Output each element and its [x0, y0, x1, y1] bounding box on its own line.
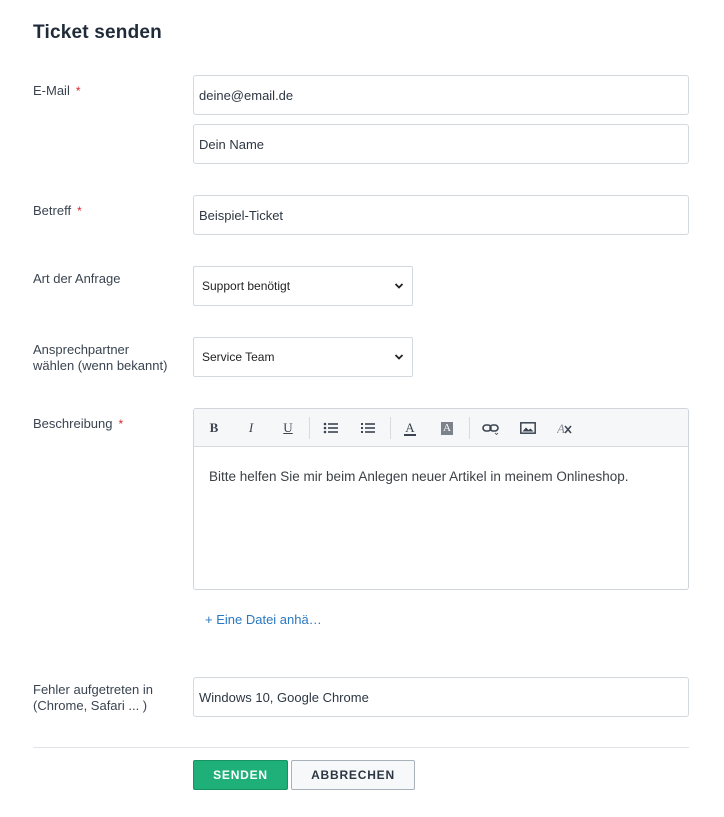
- email-field-value: deine@email.de: [199, 87, 294, 103]
- numbered-list-icon: [360, 421, 376, 435]
- contact-label: [33, 342, 167, 374]
- contact-label-line1: Ansprechpartner: [33, 342, 130, 357]
- description-label: Beschreibung: [33, 416, 113, 431]
- link-icon: [482, 421, 500, 435]
- bullet-list-button[interactable]: [320, 418, 342, 438]
- font-color-label: A: [405, 419, 415, 435]
- email-label: E-Mail: [33, 83, 70, 98]
- toolbar-divider: [390, 417, 391, 439]
- link-button[interactable]: [480, 418, 502, 438]
- background-color-button[interactable]: [436, 418, 458, 438]
- request-type-selected: Support benötigt: [202, 279, 291, 293]
- editor-toolbar: [194, 409, 688, 447]
- background-color-label: A: [443, 421, 451, 434]
- clear-formatting-icon: [557, 421, 573, 435]
- clear-formatting-button[interactable]: [554, 418, 576, 438]
- contact-select[interactable]: [193, 337, 413, 377]
- subject-label-row: [33, 203, 82, 219]
- toolbar-divider: [309, 417, 310, 439]
- subject-field[interactable]: [193, 195, 689, 235]
- required-marker: *: [75, 84, 81, 98]
- email-field[interactable]: [193, 75, 689, 115]
- subject-field-value: Beispiel-Ticket: [199, 207, 284, 223]
- chevron-down-icon: [394, 281, 404, 291]
- error-env-label: [33, 682, 153, 714]
- font-color-button[interactable]: [399, 418, 421, 438]
- subject-label: Betreff: [33, 203, 72, 218]
- send-button[interactable]: SENDEN: [193, 760, 288, 790]
- name-field[interactable]: [193, 124, 689, 164]
- contact-selected: Service Team: [202, 350, 275, 364]
- request-type-select[interactable]: [193, 266, 413, 306]
- error-env-label-line2: (Chrome, Safari ... ): [33, 698, 148, 713]
- svg-text:A: A: [557, 421, 565, 435]
- error-env-field-value: Windows 10, Google Chrome: [199, 689, 369, 705]
- request-type-label: Art der Anfrage: [33, 271, 121, 286]
- bold-button[interactable]: B: [209, 420, 219, 435]
- form-divider: [33, 747, 689, 748]
- error-env-label-line1: Fehler aufgetreten in: [33, 682, 153, 697]
- image-button[interactable]: [517, 418, 539, 438]
- cancel-button[interactable]: ABBRECHEN: [291, 760, 415, 790]
- underline-button[interactable]: U: [283, 420, 293, 435]
- required-marker: *: [118, 417, 124, 431]
- bullet-list-icon: [323, 421, 339, 435]
- contact-label-line2: wählen (wenn bekannt): [33, 358, 168, 373]
- italic-button[interactable]: I: [248, 420, 254, 435]
- description-editor[interactable]: [193, 408, 689, 590]
- image-icon: [520, 422, 536, 434]
- chevron-down-icon: [394, 352, 404, 362]
- error-env-field[interactable]: [193, 677, 689, 717]
- required-marker: *: [77, 204, 82, 218]
- email-label-row: [33, 83, 81, 99]
- numbered-list-button[interactable]: [357, 418, 379, 438]
- description-label-row: [33, 416, 123, 432]
- attach-file-link[interactable]: + Eine Datei anhä…: [205, 612, 322, 627]
- name-field-value: Dein Name: [199, 136, 265, 152]
- description-text: Bitte helfen Sie mir beim Anlegen neuer Artikel in meinem Onlineshop.: [209, 469, 629, 484]
- page-title: Ticket senden: [33, 22, 162, 43]
- toolbar-divider: [469, 417, 470, 439]
